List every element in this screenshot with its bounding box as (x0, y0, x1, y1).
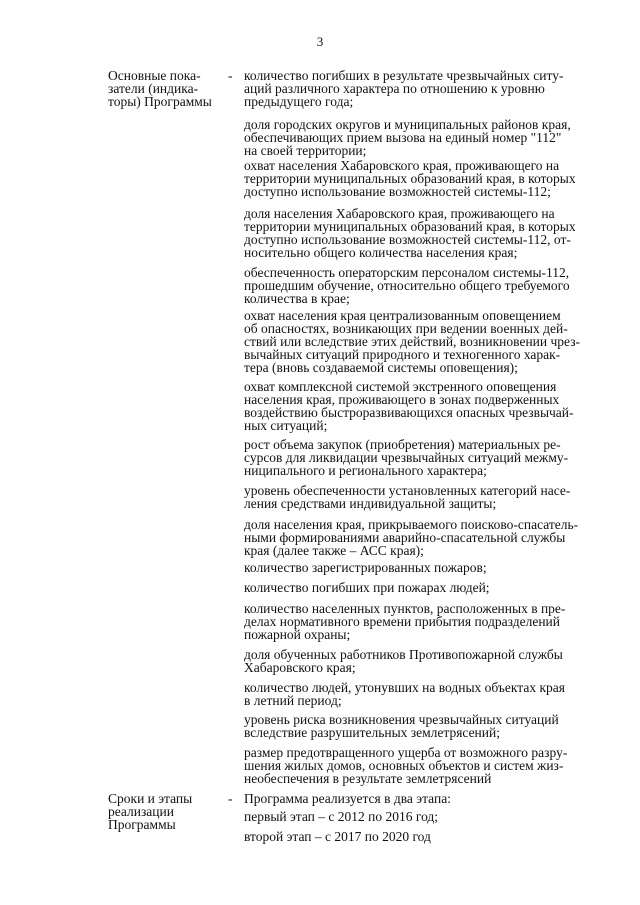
paragraph: доля городских округов и муниципальных районов края, обеспечивающих прием вызова на единый номер "112" на своей территории; (244, 117, 571, 158)
section-label-indicators: Основные пока- затели (индика- торы) Программы (108, 68, 212, 109)
section-label-terms: Сроки и этапы реализации Программы (108, 791, 193, 832)
paragraph: охват населения Хабаровского края, проживающего на территории муниципальных образований края, в которых доступно использование возможностей системы-112; (244, 158, 576, 199)
paragraph: рост объема закупок (приобретения) материальных ре- сурсов для ликвидации чрезвычайных ситуаций межму- ниципального и регионального характера; (244, 437, 569, 478)
paragraph: количество зарегистрированных пожаров; (244, 560, 487, 575)
dash-marker: - (228, 791, 233, 806)
paragraph: доля населения Хабаровского края, проживающего на территории муниципальных образований края, в которых доступно использование возможностей системы-112, от- носительно общего количества населения края; (244, 206, 576, 260)
paragraph: размер предотвращенного ущерба от возможного разру- шения жилых домов, основных объектов и систем жиз- необеспечения в результате землетрясений (244, 745, 568, 786)
paragraph: уровень риска возникновения чрезвычайных ситуаций вследствие разрушительных землетрясений; (244, 712, 559, 740)
page-number: 3 (316, 34, 324, 49)
paragraph: количество людей, утонувших на водных объектах края в летний период; (244, 680, 565, 708)
dash-marker: - (228, 68, 233, 83)
paragraph: первый этап – с 2012 по 2016 год; (244, 809, 439, 824)
paragraph: количество погибших при пожарах людей; (244, 580, 490, 595)
paragraph: обеспеченность операторским персоналом системы-112, прошедшим обучение, относительно общего требуемого количества в крае; (244, 265, 570, 306)
paragraph: доля населения края, прикрываемого поисково-спасатель- ными формированиями аварийно-спасательной службы края (далее также – АСС края); (244, 517, 579, 558)
paragraph: количество населенных пунктов, расположенных в пре- делах нормативного времени прибытия подразделений пожарной охраны; (244, 601, 566, 642)
paragraph: количество погибших в результате чрезвычайных ситу- aций различного характера по отношению к уровню предыдущего года; (244, 68, 564, 109)
paragraph: уровень обеспеченности установленных категорий насе- ления средствами индивидуальной защиты; (244, 483, 571, 511)
paragraph: доля обученных работников Противопожарной службы Хабаровского края; (244, 647, 563, 675)
paragraph: второй этап – с 2017 по 2020 год (244, 829, 431, 844)
paragraph: охват комплексной системой экстренного оповещения населения края, проживающего в зонах подверженных воздействию быстроразвивающихся опасных чрезвычай- ных ситуаций; (244, 379, 574, 433)
paragraph: охват населения края централизованным оповещением об опасностях, возникающих при ведении военных дей- ствий или вследствие этих действий, возникновении чрез- вычайных ситуаций природного и техногенного харак- тера (вновь создаваемой системы оповещения); (244, 308, 581, 375)
paragraph: Программа реализуется в два этапа: (244, 791, 451, 806)
